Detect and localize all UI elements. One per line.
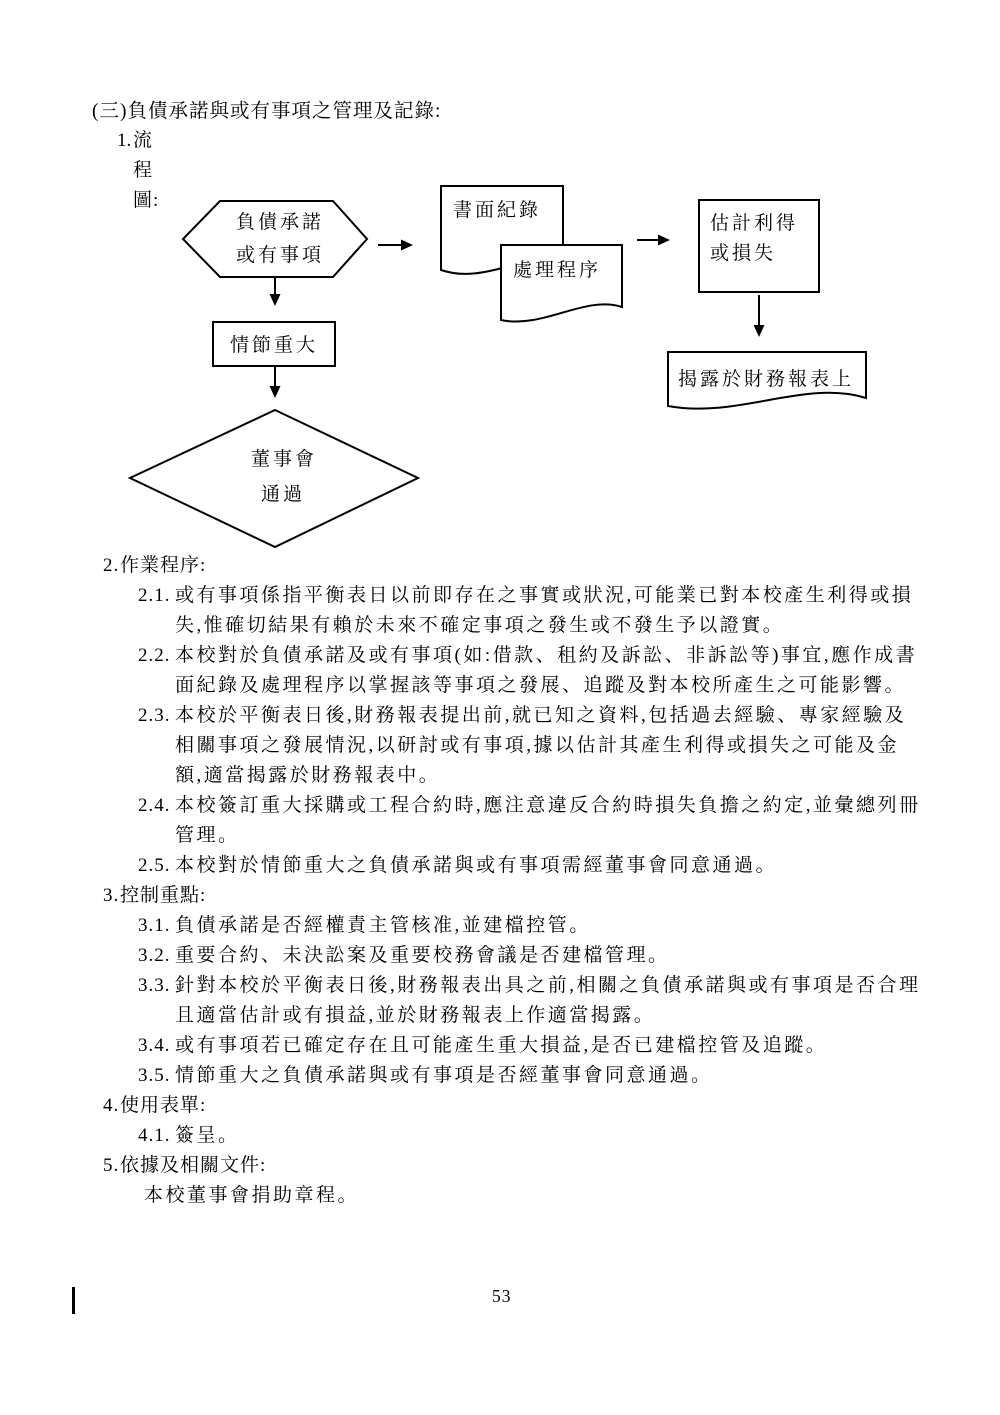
section-number: 2. [103,555,120,576]
section-number: 3. [103,885,120,906]
list-item-continuation [0,671,1000,701]
item-number: 4.1. [138,1125,171,1146]
list-item [0,1121,1000,1151]
board-label-line2: 通過 [260,484,306,505]
item-text: 額,適當揭露於財務報表中。 [175,765,441,786]
item-number: 3.4. [138,1035,171,1056]
list-item [0,971,1000,1001]
item-text: 管理。 [175,825,240,846]
item-number: 2.1. [138,585,171,606]
list-item-continuation [0,1001,1000,1031]
item-number: 3.2. [138,945,171,966]
list-item-continuation [0,611,1000,641]
diamond-node-board [130,410,418,547]
list-item [0,701,1000,731]
item-text: 且適當估計或有損益,並於財務報表上作適當揭露。 [175,1005,656,1026]
item-text: 本校於平衡表日後,財務報表提出前,就已知之資料,包括過去經驗、專家經驗及 [175,705,907,726]
section-label: 作業程序: [120,555,207,576]
section-heading [0,1151,1000,1181]
item-text: 針對本校於平衡表日後,財務報表出具之前,相關之負債承諾與或有事項是否合理 [175,975,921,996]
flowchart-heading-number: 1. [117,130,132,151]
section-number: 4. [103,1095,120,1116]
arrow-liability-to-severity [270,277,281,306]
item-text: 簽呈。 [175,1125,240,1146]
page-number: 53 [492,1286,512,1306]
list-item-continuation [0,761,1000,791]
page-title: (三)負債承諾與或有事項之管理及記錄: [92,101,442,122]
list-item [0,851,1000,881]
item-text: 或有事項係指平衡表日以前即存在之事實或狀況,可能業已對本校產生利得或損 [175,585,914,606]
list-item [0,1061,1000,1091]
disclose-label: 揭露於財務報表上 [677,369,855,390]
severity-label: 情節重大 [229,335,319,356]
list-item [0,581,1000,611]
item-number: 2.3. [138,705,171,726]
hexagon-node-label-line2: 或有事項 [235,245,325,266]
list-item-continuation [0,821,1000,851]
item-text: 負債承諾是否經權責主管核准,並建檔控管。 [175,915,591,936]
procedure-text-body [0,551,1000,1211]
item-number: 3.1. [138,915,171,936]
list-item [0,791,1000,821]
note-text: 本校董事會捐助章程。 [144,1185,360,1206]
item-text: 本校對於情節重大之負債承諾與或有事項需經董事會同意通過。 [175,855,778,876]
section-label: 依據及相關文件: [120,1155,267,1176]
section-heading [0,881,1000,911]
hexagon-node-label-line1: 負債承諾 [235,212,325,233]
flowchart-heading-label: 流程圖: [133,130,160,211]
section-label: 控制重點: [120,885,207,906]
section-label: 使用表單: [120,1095,207,1116]
list-item [0,641,1000,671]
item-text: 本校簽訂重大採購或工程合約時,應注意違反合約時損失負擔之約定,並彙總列冊 [175,795,921,816]
item-number: 3.5. [138,1065,171,1086]
item-number: 2.5. [138,855,171,876]
item-text: 本校對於負債承諾及或有事項(如:借款、租約及訴訟、非訴訟等)事宜,應作成書 [175,645,918,666]
item-text: 失,惟確切結果有賴於未來不確定事項之發生或不發生予以證實。 [175,615,785,636]
item-text: 或有事項若已確定存在且可能產生重大損益,是否已建檔控管及追蹤。 [175,1035,828,1056]
estimate-label-line2: 或損失 [710,243,777,264]
document-record-label: 書面紀錄 [452,200,542,221]
item-text: 面紀錄及處理程序以掌握該等事項之發展、追蹤及對本校所產生之可能影響。 [175,675,907,696]
list-item [0,911,1000,941]
item-number: 2.2. [138,645,171,666]
arrow-estimate-to-disclose [754,295,765,337]
item-number: 2.4. [138,795,171,816]
board-label-line1: 董事會 [250,449,318,470]
document-shape-procedure [501,245,622,322]
item-text: 重要合約、未決訟案及重要校務會議是否建檔管理。 [175,945,670,966]
list-item [0,941,1000,971]
document-procedure-label: 處理程序 [512,260,602,281]
section-heading [0,551,1000,581]
flowchart [0,175,1000,560]
arrow-liability-to-record [378,240,413,251]
section-number: 5. [103,1155,120,1176]
estimate-label-line1: 估計利得 [710,213,799,234]
item-text: 情節重大之負債承諾與或有事項是否經董事會同意通過。 [175,1065,713,1086]
list-item-continuation [0,731,1000,761]
section-note [0,1181,1000,1211]
list-item [0,1031,1000,1061]
item-text: 相關事項之發展情況,以研討或有事項,據以估計其產生利得或損失之可能及金 [175,735,900,756]
section-heading [0,1091,1000,1121]
arrow-record-to-estimate [637,235,670,246]
revision-bar [72,1287,75,1314]
item-number: 3.3. [138,975,171,996]
arrow-severity-to-board [270,366,281,398]
